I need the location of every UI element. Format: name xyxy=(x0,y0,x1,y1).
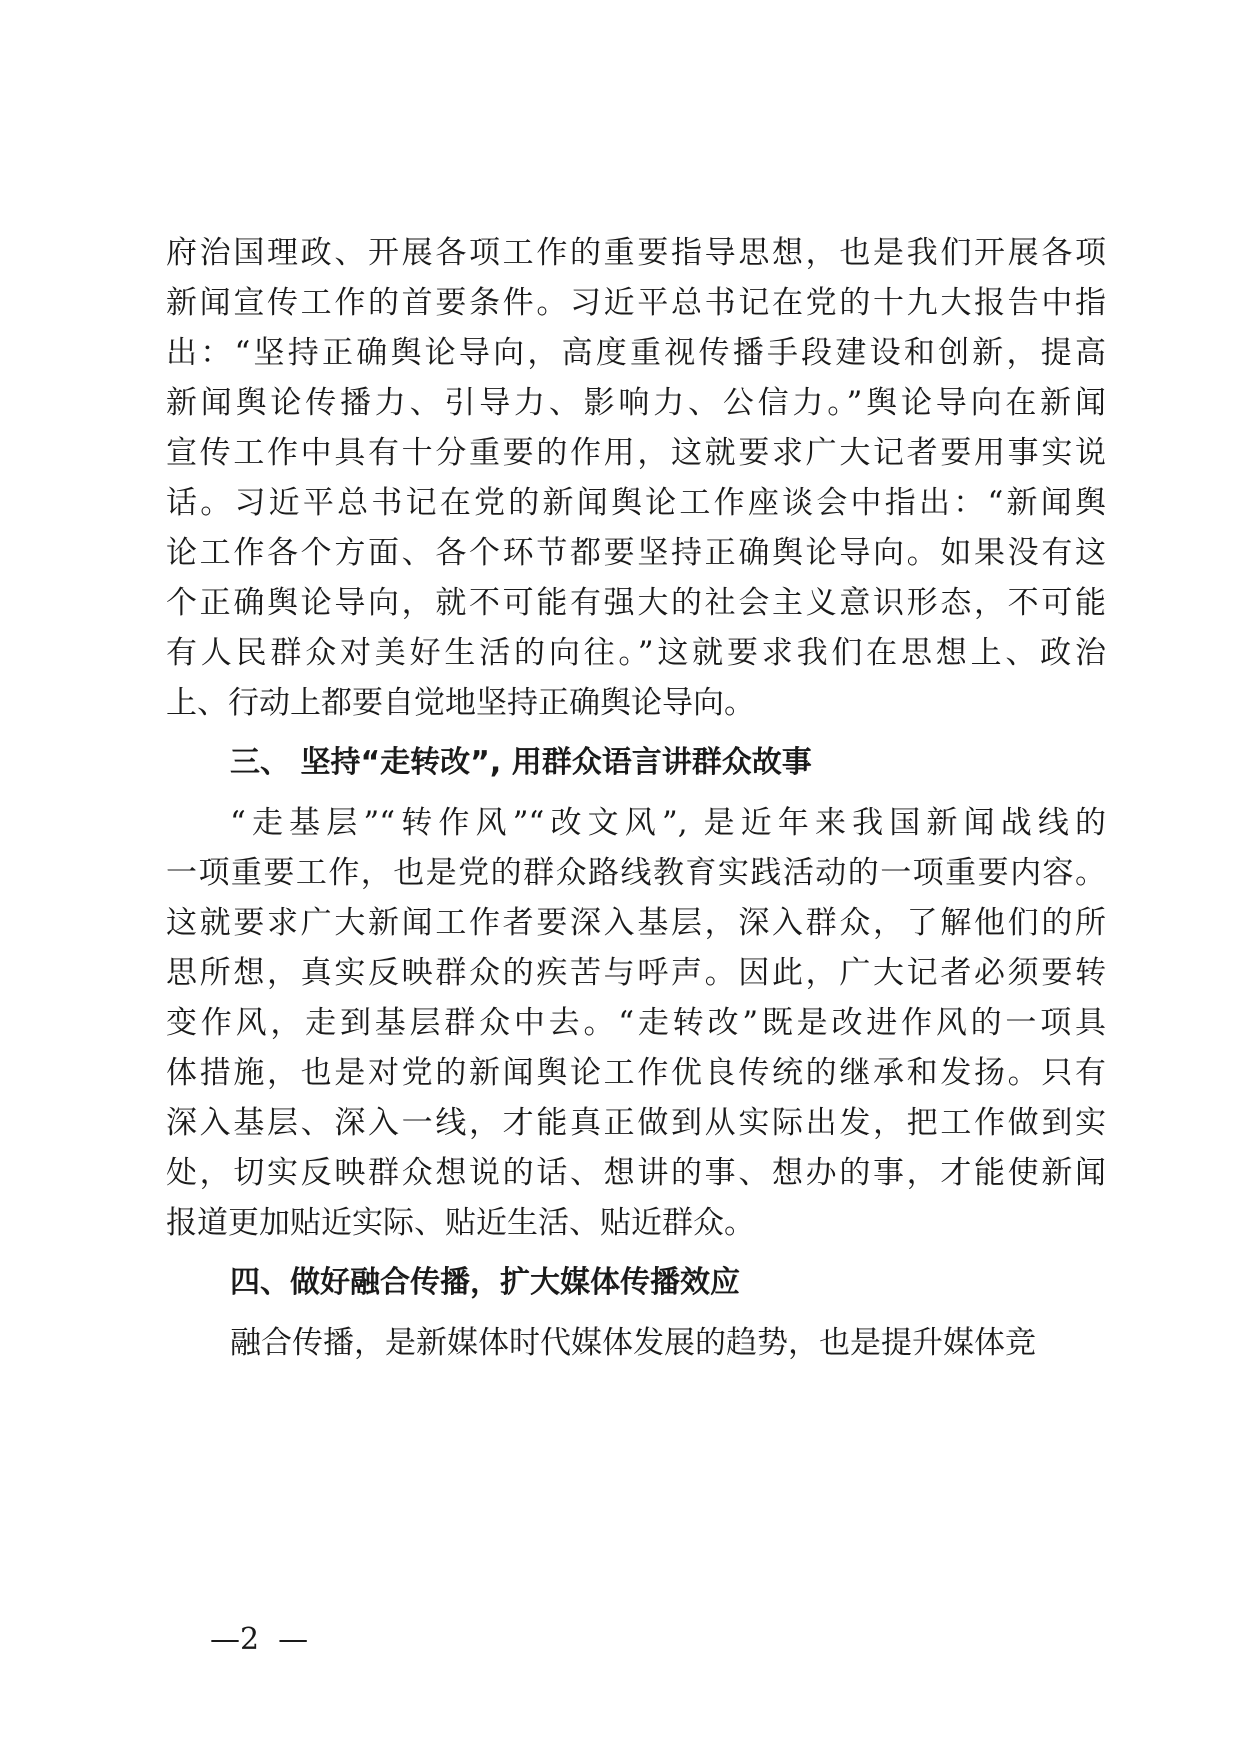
paragraph-line: 一项重要工作，也是党的群众路线教育实践活动的一项重要内容。 xyxy=(166,855,1106,891)
paragraph-line: 出：“坚持正确舆论导向，高度重视传播手段建设和创新，提高 xyxy=(166,335,1106,371)
paragraph-line: 话。习近平总书记在党的新闻舆论工作座谈会中指出：“新闻舆 xyxy=(166,485,1106,521)
paragraph-line: 个正确舆论导向，就不可能有强大的社会主义意识形态，不可能 xyxy=(166,585,1106,621)
paragraph-line: 这就要求广大新闻工作者要深入基层，深入群众，了解他们的所 xyxy=(166,905,1106,941)
paragraph-line: 处，切实反映群众想说的话、想讲的事、想办的事，才能使新闻 xyxy=(166,1155,1106,1191)
paragraph-line: 宣传工作中具有十分重要的作用，这就要求广大记者要用事实说 xyxy=(166,435,1106,471)
paragraph-line: “走基层”“转作风”“改文风”, 是近年来我国新闻战线的 xyxy=(230,805,1106,841)
section-heading-3: 三、 坚持“走转改”, 用群众语言讲群众故事 xyxy=(230,745,812,780)
paragraph-line: 论工作各个方面、各个环节都要坚持正确舆论导向。如果没有这 xyxy=(166,535,1106,571)
paragraph-line: 变作风，走到基层群众中去。“走转改”既是改进作风的一项具 xyxy=(166,1005,1106,1041)
paragraph-2 xyxy=(166,798,1106,1248)
page-number: —2 — xyxy=(210,1622,309,1657)
paragraph-line: 上、行动上都要自觉地坚持正确舆论导向。 xyxy=(166,685,755,721)
paragraph-line: 思所想，真实反映群众的疾苦与呼声。因此，广大记者必须要转 xyxy=(166,955,1106,991)
section-heading-4: 四、做好融合传播，扩大媒体传播效应 xyxy=(230,1265,740,1300)
paragraph-line: 报道更加贴近实际、贴近生活、贴近群众。 xyxy=(166,1205,755,1241)
paragraph-line: 新闻舆论传播力、引导力、影响力、公信力。”舆论导向在新闻 xyxy=(166,385,1106,421)
paragraph-3 xyxy=(166,1318,1106,1368)
paragraph-line: 新闻宣传工作的首要条件。习近平总书记在党的十九大报告中指 xyxy=(166,285,1106,321)
document-body xyxy=(166,228,1106,1368)
paragraph-line: 融合传播，是新媒体时代媒体发展的趋势，也是提升媒体竞 xyxy=(230,1325,1036,1361)
paragraph-1 xyxy=(166,228,1106,728)
paragraph-line: 体措施，也是对党的新闻舆论工作优良传统的继承和发扬。只有 xyxy=(166,1055,1106,1091)
paragraph-line: 有人民群众对美好生活的向往。”这就要求我们在思想上、政治 xyxy=(166,635,1106,671)
paragraph-line: 深入基层、深入一线，才能真正做到从实际出发，把工作做到实 xyxy=(166,1105,1106,1141)
paragraph-line: 府治国理政、开展各项工作的重要指导思想，也是我们开展各项 xyxy=(166,235,1106,271)
